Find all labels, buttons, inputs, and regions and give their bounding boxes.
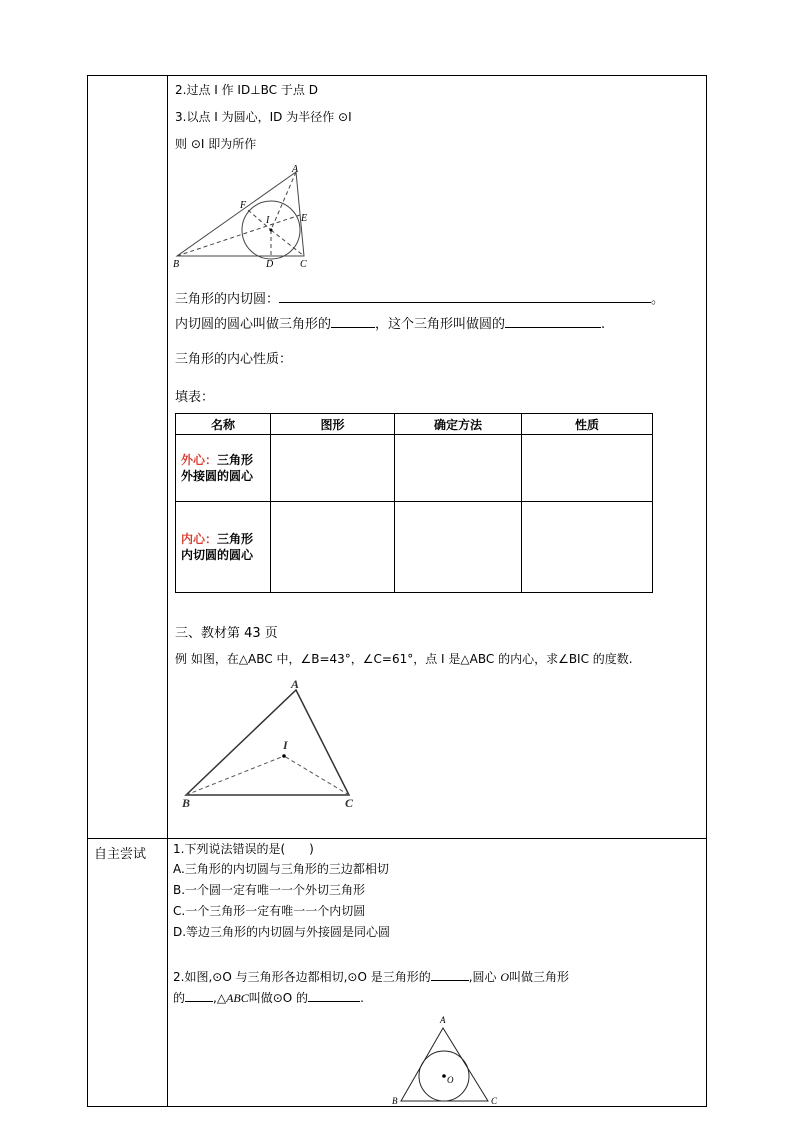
q1-stem: 1.下列说法错误的是( ) — [173, 842, 314, 856]
fig3-label-o: O — [447, 1075, 454, 1085]
step-conclusion: 则 ⊙I 即为所作 — [175, 137, 257, 151]
fig2-label-b: B — [182, 796, 191, 810]
row-circumcenter-name: 外心：三角形 外接圆的圆心 — [176, 435, 271, 502]
fig1-label-f: F — [240, 200, 247, 211]
fig3-label-b: B — [392, 1096, 398, 1106]
incenter-definition: 内切圆的圆心叫做三角形的 ，这个三角形叫做圆的 . — [175, 317, 606, 332]
fig1-label-b: B — [173, 259, 180, 270]
q1-option-c[interactable]: C.一个三角形一定有唯一一个内切圆 — [173, 904, 366, 918]
q1-option-a[interactable]: A.三角形的内切圆与三角形的三边都相切 — [173, 862, 389, 876]
fig2-label-i: I — [283, 738, 288, 752]
th-method: 确定方法 — [395, 414, 522, 435]
row-incenter-name: 内心：三角形 内切圆的圆心 — [176, 502, 271, 593]
q2-line2: 的 ,△ABC叫做⊙O 的 . — [173, 991, 364, 1005]
fig1-label-a: A — [292, 164, 299, 175]
fig1-label-e: E — [301, 213, 308, 224]
fig1-label-c: C — [300, 259, 307, 270]
fig2-label-a: A — [291, 677, 300, 691]
textbook-example: 例 如图，在△ABC 中，∠B=43°，∠C=61°，点 I 是△ABC 的内心，求∠BIC 的度数. — [175, 652, 633, 666]
q1-option-b[interactable]: B.一个圆一定有唯一一个外切三角形 — [173, 883, 366, 897]
fig3-label-c: C — [491, 1096, 498, 1106]
fig3-label-a: A — [440, 1015, 446, 1025]
fig1-label-i: I — [266, 215, 270, 226]
fig1-label-d: D — [266, 259, 274, 270]
step-3: 3.以点 I 为圆心，ID 为半径作 ⊙I — [175, 110, 352, 124]
row-label-self-try: 自主尝试 — [94, 847, 147, 862]
incenter-property: 三角形的内心性质： — [175, 352, 293, 367]
th-name: 名称 — [176, 414, 271, 435]
fill-table-caption: 填表： — [175, 390, 215, 405]
fig2-label-c: C — [345, 796, 354, 810]
textbook-heading: 三、教材第 43 页 — [175, 626, 278, 641]
th-figure: 图形 — [271, 414, 395, 435]
q1-option-d[interactable]: D.等边三角形的内切圆与外接圆是同心圆 — [173, 925, 391, 939]
incircle-definition: 三角形的内切圆： 。 — [175, 292, 665, 307]
q2-line1: 2.如图,⊙O 与三角形各边都相切,⊙O 是三角形的 ,圆心 O叫做三角形 — [173, 970, 570, 984]
step-2: 2.过点 I 作 ID⊥BC 于点 D — [175, 83, 318, 97]
th-property: 性质 — [522, 414, 653, 435]
